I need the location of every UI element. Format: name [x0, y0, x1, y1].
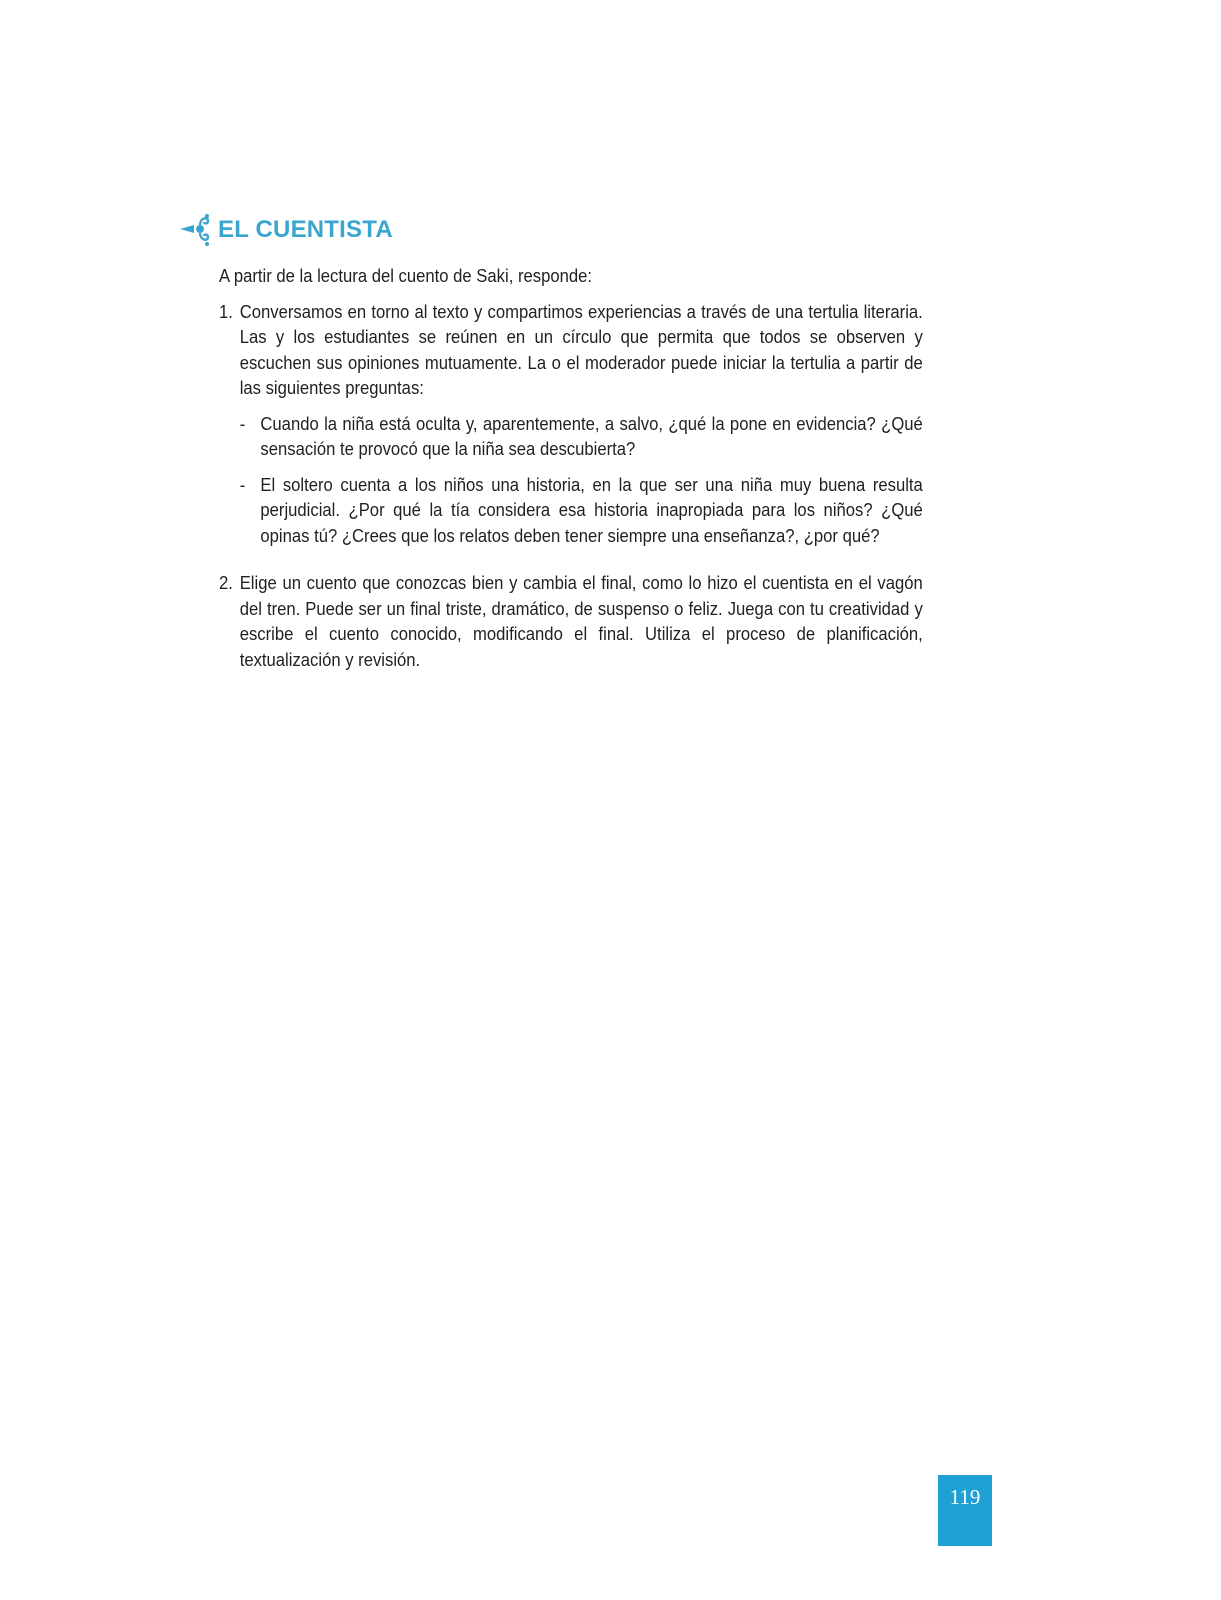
- dash-marker: -: [239, 473, 246, 495]
- item-number: 1.: [219, 300, 233, 322]
- question-text: Cuando la niña está oculta y, aparentemente, a salvo, ¿qué la pone en evidencia? ¿Qué sensación te provocó que la niña sea descubierta?: [260, 412, 923, 459]
- numbered-item-2: [219, 570, 923, 672]
- numbered-item-1: [219, 299, 923, 559]
- question-item: [240, 472, 923, 549]
- dash-marker: -: [239, 412, 246, 434]
- section-title: EL CUENTISTA: [218, 216, 393, 243]
- item-number: 2.: [219, 572, 233, 593]
- fleuron-ornament-icon: [178, 212, 212, 248]
- question-list: [240, 411, 923, 549]
- page-number-box: [938, 1475, 992, 1546]
- item-text: Elige un cuento que conozcas bien y cambia el final, como lo hizo el cuentista en el vagón del tren. Puede ser un final triste, dramático, de suspenso o feliz. Juega con tu creatividad y escribe el cuento conocido, modificando el final. Utiliza el proceso de planificación, textualización y revisión.: [239, 572, 923, 670]
- question-item: [240, 411, 923, 462]
- section-header: [178, 210, 393, 250]
- activity-content: [219, 263, 923, 672]
- intro-text: A partir de la lectura del cuento de Saki, responde:: [219, 265, 593, 286]
- item-text: Conversamos en torno al texto y compartimos experiencias a través de una tertulia literaria. Las y los estudiantes se reúnen en un círculo que permita que todos se observen y escuchen sus opiniones mutuamente. La o el moderador puede iniciar la tertulia a partir de las siguientes preguntas:: [239, 300, 923, 398]
- question-text: El soltero cuenta a los niños una historia, en la que ser una niña muy buena resulta perjudicial. ¿Por qué la tía considera esa historia inapropiada para los niños? ¿Qué opinas tú? ¿Crees que los relatos deben tener siempre una enseñanza?, ¿por qué?: [260, 473, 923, 546]
- page-number: 119: [949, 1485, 981, 1509]
